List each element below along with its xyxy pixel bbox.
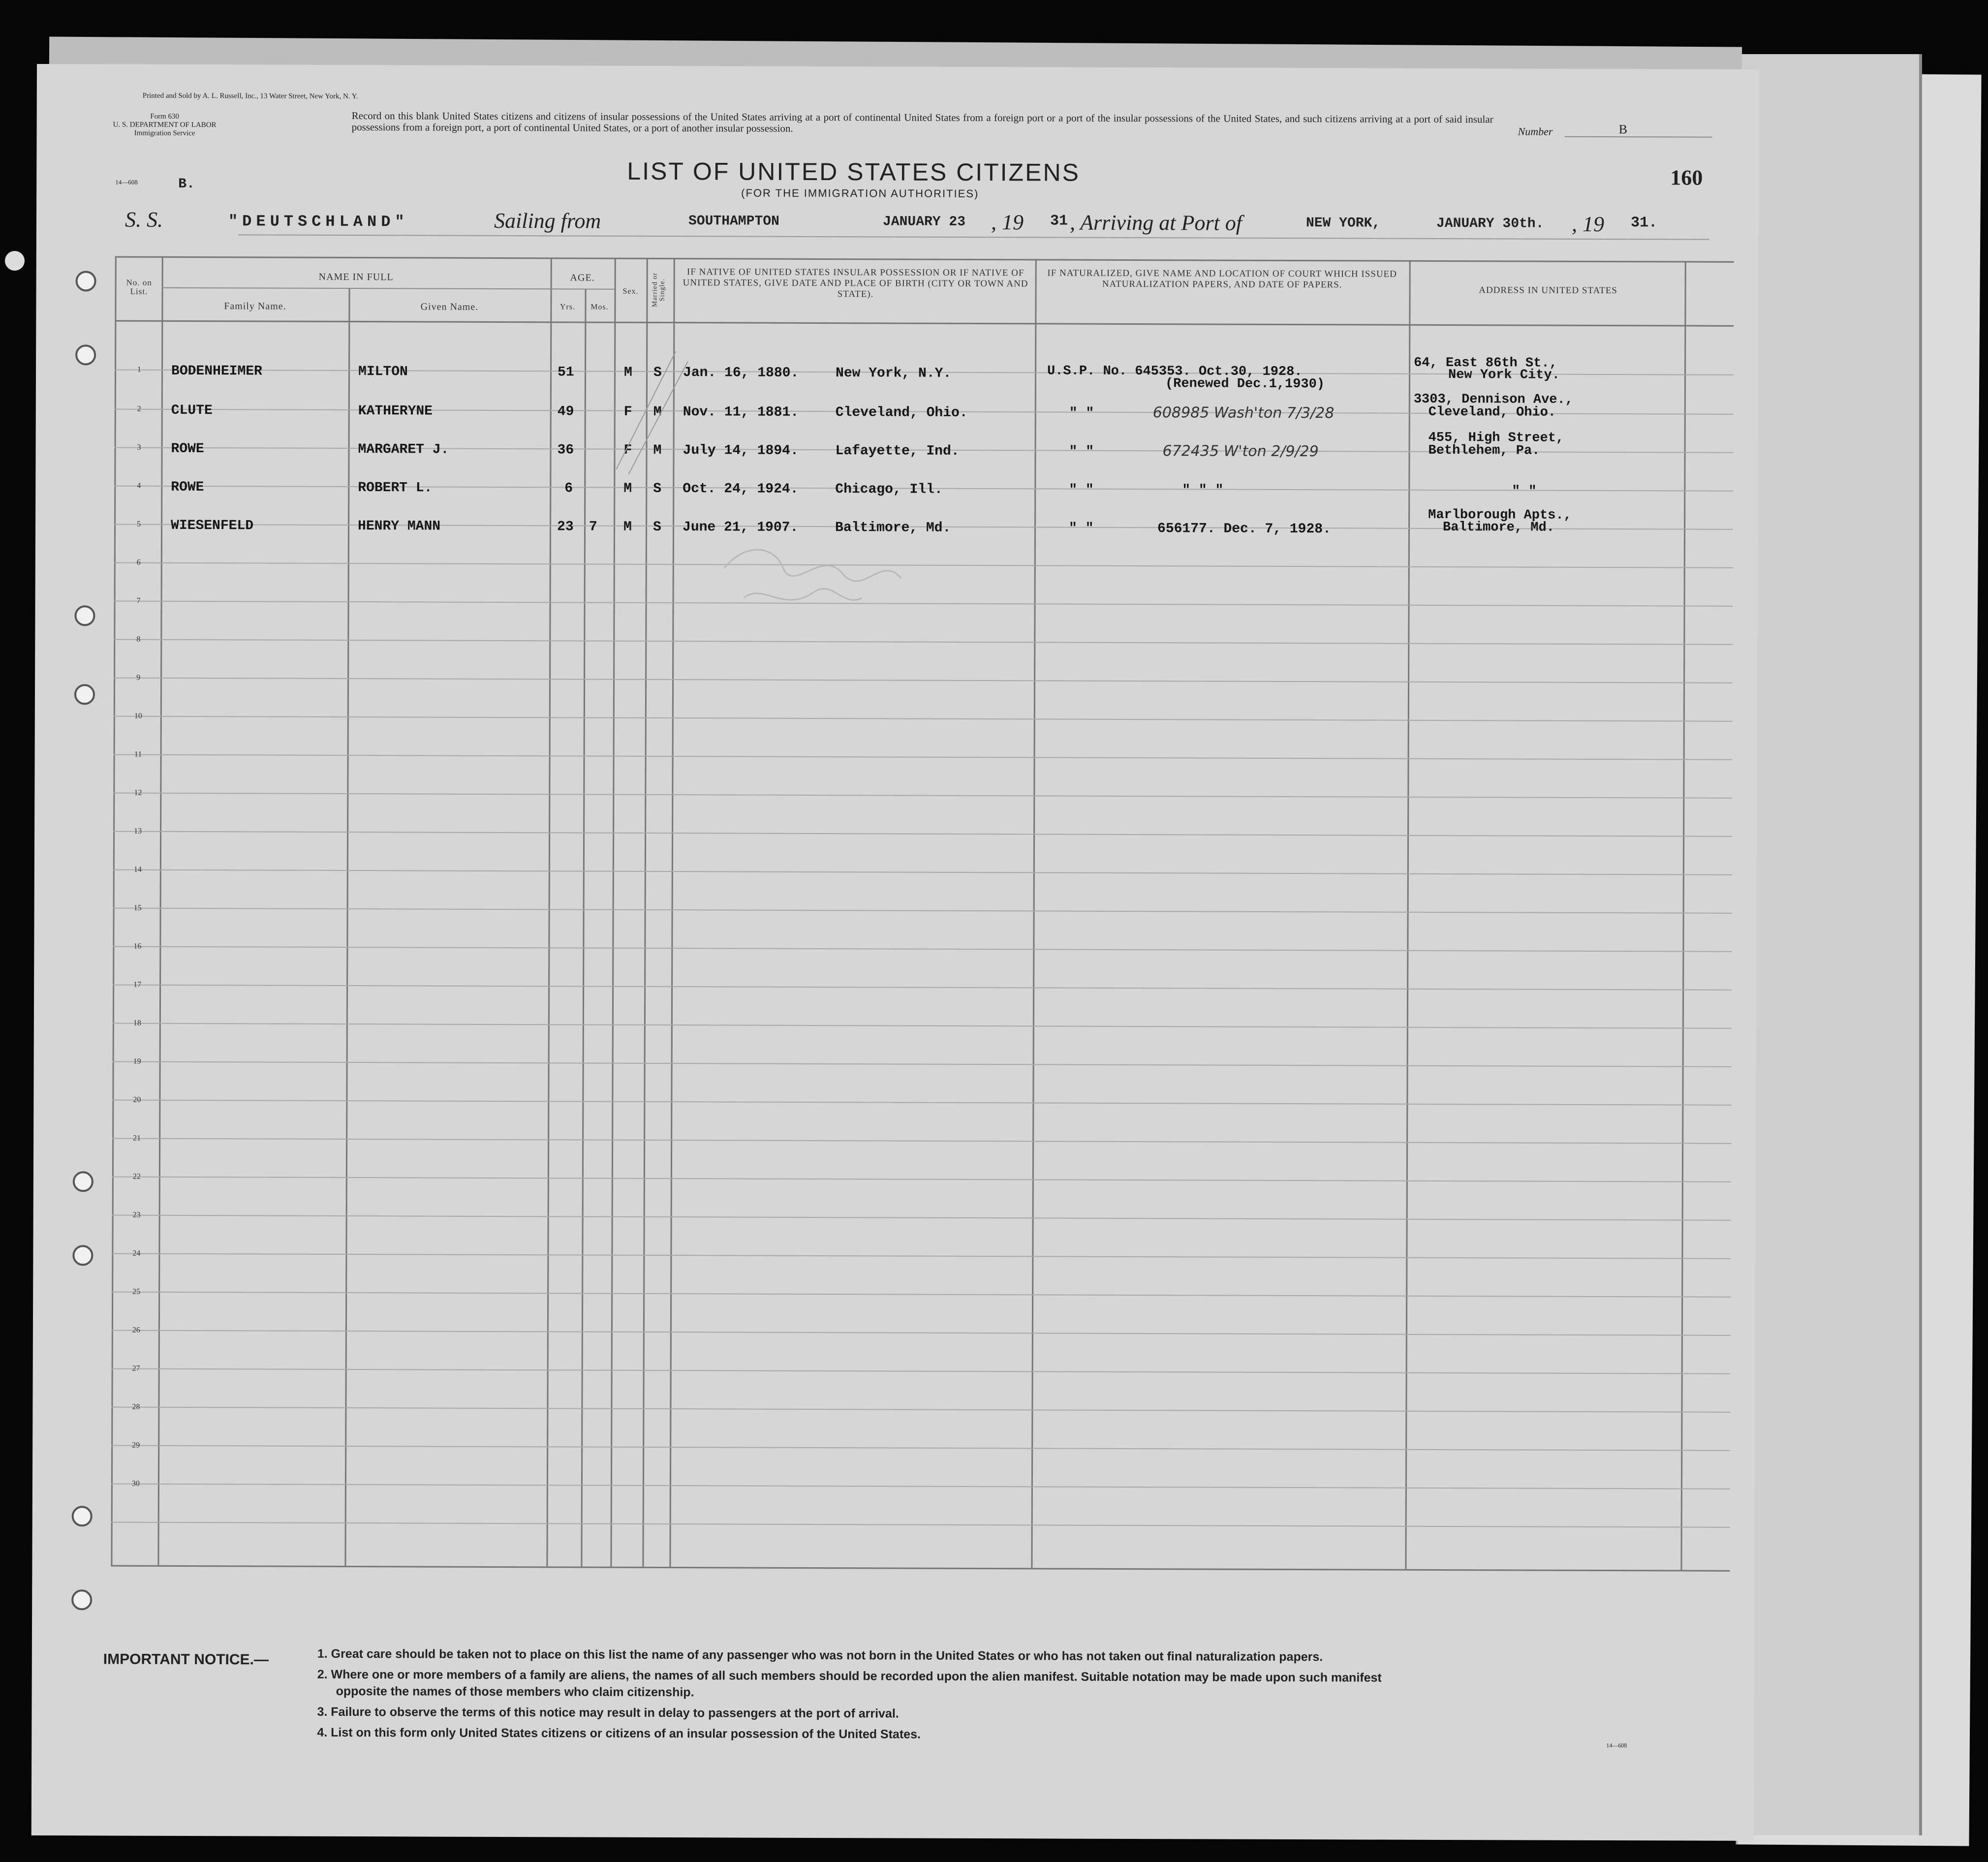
col-header-naturalized: IF NATURALIZED, GIVE NAME AND LOCATION OF COURT WHICH ISSUED NATURALIZATION PAPERS, AND DATE OF PAPERS. xyxy=(1047,268,1397,290)
row-line xyxy=(113,907,1732,913)
sex: M xyxy=(623,365,632,380)
departure-date: JANUARY 23 xyxy=(882,214,966,230)
notice-item: 1. Great care should be taken not to place on this list the name of any passenger who was not born in the United States or who has not taken out final naturalization papers. xyxy=(317,1646,1323,1664)
punch-hole xyxy=(74,684,95,705)
given-name: HENRY MANN xyxy=(358,519,441,534)
row-line xyxy=(112,1138,1731,1144)
row-number: 14 xyxy=(133,865,142,874)
row-number: 19 xyxy=(133,1057,141,1066)
table-top-border xyxy=(115,256,1734,263)
family-name: ROWE xyxy=(171,479,204,496)
col-divider xyxy=(344,289,350,1566)
row-number: 13 xyxy=(134,827,142,836)
row-line xyxy=(114,639,1733,645)
row-number: 2 xyxy=(137,404,141,413)
age-years: 6 xyxy=(564,481,573,497)
department: U. S. DEPARTMENT OF LABOR xyxy=(113,121,217,129)
arrival-year: 31. xyxy=(1630,215,1658,232)
col-header-married: Married or Single. xyxy=(651,272,666,308)
address-line2: Bethlehem, Pa. xyxy=(1428,443,1540,459)
punch-hole xyxy=(72,1506,93,1526)
ditto-marks: " " " xyxy=(1182,483,1224,498)
notice-item: 3. Failure to observe the terms of this notice may result in delay to passengers at the port of arrival. xyxy=(317,1705,899,1721)
notice-item: 4. List on this form only United States citizens or citizens of an insular possession of the United States. xyxy=(317,1725,921,1741)
address-line2: New York City. xyxy=(1448,368,1560,383)
row-number: 22 xyxy=(132,1172,141,1181)
birth-date: Jan. 16, 1880. xyxy=(683,365,799,381)
row-line xyxy=(111,1406,1730,1412)
table-bottom-border xyxy=(111,1565,1730,1571)
col-header-no: No. on List. xyxy=(126,278,152,296)
record-instructions: Record on this blank United States citizens and citizens of insular possessions of the United States arriving at a port of continental United States from a foreign port or a port of the insular possessions of the United States, and such citizens arriving at a port of said insular possessions from a foreign port, a port of continental United States, or a port of another insular possession. xyxy=(351,110,1493,134)
family-name: ROWE xyxy=(171,441,204,457)
row-line xyxy=(113,984,1732,990)
row-number: 8 xyxy=(136,635,141,644)
row-number: 15 xyxy=(133,903,142,912)
page-number: 160 xyxy=(1670,165,1703,190)
birth-place: New York, N.Y. xyxy=(835,366,952,381)
row-line xyxy=(112,1176,1731,1182)
row-line xyxy=(112,1099,1731,1105)
address-line2: Baltimore, Md. xyxy=(1443,520,1554,535)
sex: F xyxy=(623,404,632,420)
address-ditto: " " xyxy=(1512,484,1537,499)
form-letter: B. xyxy=(178,176,195,192)
notice-item: 2. Where one or more members of a family are aliens, the names of all such members should be recorded upon the alien manifest. Suitable notation may be made upon such manifest xyxy=(317,1667,1382,1685)
family-name: WIESENFELD xyxy=(171,518,254,534)
row-line xyxy=(112,1330,1731,1335)
birth-place: Baltimore, Md. xyxy=(835,520,951,536)
age-header-divider xyxy=(551,288,615,289)
given-name: KATHERYNE xyxy=(358,403,433,419)
row-line xyxy=(113,869,1732,875)
punch-hole xyxy=(74,605,95,626)
age-years: 51 xyxy=(557,365,574,380)
family-name: CLUTE xyxy=(171,403,213,419)
form-number: Form 630 xyxy=(150,112,180,121)
number-underline xyxy=(1565,136,1712,138)
naturalization: 656177. Dec. 7, 1928. xyxy=(1157,521,1331,537)
row-number: 17 xyxy=(133,980,142,989)
departure-port: SOUTHAMPTON xyxy=(688,214,779,229)
row-number: 21 xyxy=(133,1134,141,1143)
row-number: 1 xyxy=(137,365,142,374)
number-value: B xyxy=(1618,122,1627,137)
birth-date: Oct. 24, 1924. xyxy=(683,481,799,497)
row-line xyxy=(112,1291,1731,1297)
birth-date: July 14, 1894. xyxy=(683,443,799,459)
page-subtitle: (FOR THE IMMIGRATION AUTHORITIES) xyxy=(741,186,979,200)
col-header-mos: Mos. xyxy=(590,303,609,311)
age-years: 36 xyxy=(557,442,574,458)
table-header-border xyxy=(115,320,1734,327)
departure-year-prefix: , 19 xyxy=(991,210,1024,235)
naturalization: U.S.P. No. 645353. Oct.30, 1928. xyxy=(1047,364,1303,380)
col-header-given: Given Name. xyxy=(420,301,479,312)
row-line xyxy=(112,1368,1731,1374)
age-months: 7 xyxy=(589,519,597,535)
naturalization-handwritten: 608985 Wash'ton 7/3/28 xyxy=(1152,404,1335,422)
age-years: 23 xyxy=(557,519,574,535)
ditto-marks: " " xyxy=(1069,444,1094,460)
ditto-marks: " " xyxy=(1069,405,1094,421)
arrival-year-prefix: , 19 xyxy=(1571,212,1605,237)
ship-name: "DEUTSCHLAND" xyxy=(228,212,409,231)
form-code: 14—608 xyxy=(115,178,138,186)
naturalization-handwritten: 672435 W'ton 2/9/29 xyxy=(1162,442,1319,461)
row-number: 6 xyxy=(136,558,141,567)
row-number: 26 xyxy=(132,1326,140,1334)
marital-status: S xyxy=(653,365,662,380)
pencil-strokes xyxy=(601,341,700,480)
sailing-label: Sailing from xyxy=(494,208,601,233)
col-header-address: ADDRESS IN UNITED STATES xyxy=(1479,285,1617,296)
row-number: 7 xyxy=(136,596,141,605)
naturalization-note: (Renewed Dec.1,1930) xyxy=(1165,376,1325,392)
row-line xyxy=(113,831,1732,837)
manifest-sheet xyxy=(31,64,1759,1841)
row-number: 29 xyxy=(132,1441,140,1450)
row-line xyxy=(113,1061,1732,1067)
arrival-date: JANUARY 30th. xyxy=(1436,216,1544,232)
birth-place: Cleveland, Ohio. xyxy=(835,405,968,421)
number-label: Number xyxy=(1518,125,1553,138)
address-line1: 455, High Street, xyxy=(1428,430,1564,446)
col-header-birth: IF NATIVE OF UNITED STATES INSULAR POSSESSION OR IF NATIVE OF UNITED STATES, GIVE DATE AND PLACE OF BIRTH (CITY OR TOWN AND STATE). xyxy=(683,267,1028,300)
row-number: 9 xyxy=(136,673,141,682)
row-line xyxy=(113,946,1732,952)
sex: M xyxy=(623,481,632,497)
birth-place: Lafayette, Ind. xyxy=(835,443,960,459)
row-line xyxy=(111,1483,1730,1489)
notice-heading: IMPORTANT NOTICE.— xyxy=(103,1651,269,1668)
family-name: BODENHEIMER xyxy=(171,363,262,379)
row-line xyxy=(114,677,1733,683)
row-line xyxy=(113,1023,1732,1028)
sex: F xyxy=(623,442,632,458)
given-name: MILTON xyxy=(358,364,408,380)
footer-form-code: 14—608 xyxy=(1606,1742,1627,1749)
punch-hole xyxy=(75,344,96,365)
page-title: LIST OF UNITED STATES CITIZENS xyxy=(627,157,1081,186)
form-id-block xyxy=(91,112,239,138)
row-number: 27 xyxy=(132,1364,140,1373)
punch-hole xyxy=(71,1589,92,1610)
row-number: 30 xyxy=(131,1479,140,1488)
row-line xyxy=(112,1214,1731,1220)
col-header-age: AGE. xyxy=(570,272,595,283)
row-number: 12 xyxy=(134,788,142,797)
marital-status: M xyxy=(653,442,662,458)
given-name: ROBERT L. xyxy=(358,480,433,496)
punch-hole xyxy=(72,1245,93,1266)
address-line1: 64, East 86th St., xyxy=(1414,355,1557,371)
row-number: 5 xyxy=(137,520,141,528)
punch-hole xyxy=(73,1171,93,1192)
row-number: 18 xyxy=(133,1019,141,1027)
col-header-family: Family Name. xyxy=(224,301,286,312)
row-line xyxy=(114,754,1733,760)
row-line xyxy=(114,562,1733,568)
punch-hole xyxy=(76,271,96,291)
service: Immigration Service xyxy=(134,129,195,138)
address-line1: Marlborough Apts., xyxy=(1428,507,1572,523)
voyage-underline xyxy=(238,234,1709,240)
marital-status: S xyxy=(653,481,662,497)
row-number: 16 xyxy=(133,942,142,951)
row-line xyxy=(113,792,1732,798)
birth-place: Chicago, Ill. xyxy=(835,482,943,497)
address-line2: Cleveland, Ohio. xyxy=(1428,404,1556,420)
row-number: 4 xyxy=(137,481,141,490)
col-header-sex: Sex. xyxy=(622,287,639,296)
col-divider xyxy=(581,290,586,1567)
row-line xyxy=(114,715,1733,721)
printer-line: Printed and Sold by A. L. Russell, Inc., 13 Water Street, New York, N. Y. xyxy=(142,92,358,101)
ss-label: S. S. xyxy=(124,207,163,232)
given-name: MARGARET J. xyxy=(358,442,449,458)
birth-date: June 21, 1907. xyxy=(682,520,799,535)
row-line xyxy=(114,600,1733,606)
arriving-label: , Arriving at Port of xyxy=(1069,210,1242,235)
punch-hole-edge xyxy=(5,251,25,271)
row-number: 3 xyxy=(137,443,141,452)
name-header-divider xyxy=(162,287,551,289)
row-number: 23 xyxy=(132,1210,141,1219)
marital-status: S xyxy=(652,519,661,535)
row-line xyxy=(111,1521,1730,1527)
notice-item: opposite the names of those members who claim citizenship. xyxy=(336,1684,694,1700)
row-number: 11 xyxy=(134,750,142,759)
address-line1: 3303, Dennison Ave., xyxy=(1413,392,1573,407)
sex: M xyxy=(623,519,632,535)
ditto-marks: " " xyxy=(1069,482,1094,498)
col-header-name: NAME IN FULL xyxy=(318,271,394,283)
row-line xyxy=(111,1445,1730,1451)
birth-date: Nov. 11, 1881. xyxy=(683,404,799,420)
row-line xyxy=(112,1253,1731,1259)
marital-status: M xyxy=(653,404,662,420)
row-number: 25 xyxy=(132,1287,141,1296)
row-number: 20 xyxy=(133,1095,141,1104)
departure-year: 31 xyxy=(1050,213,1068,230)
arrival-port: NEW YORK, xyxy=(1305,216,1381,231)
ditto-marks: " " xyxy=(1068,521,1094,536)
col-header-yrs: Yrs. xyxy=(559,303,576,311)
row-number: 24 xyxy=(132,1249,141,1258)
row-number: 28 xyxy=(132,1402,140,1411)
age-years: 49 xyxy=(557,404,574,420)
faint-pencil-annotation xyxy=(714,538,921,627)
notice-list xyxy=(317,1645,1695,1745)
row-number: 10 xyxy=(134,712,142,720)
